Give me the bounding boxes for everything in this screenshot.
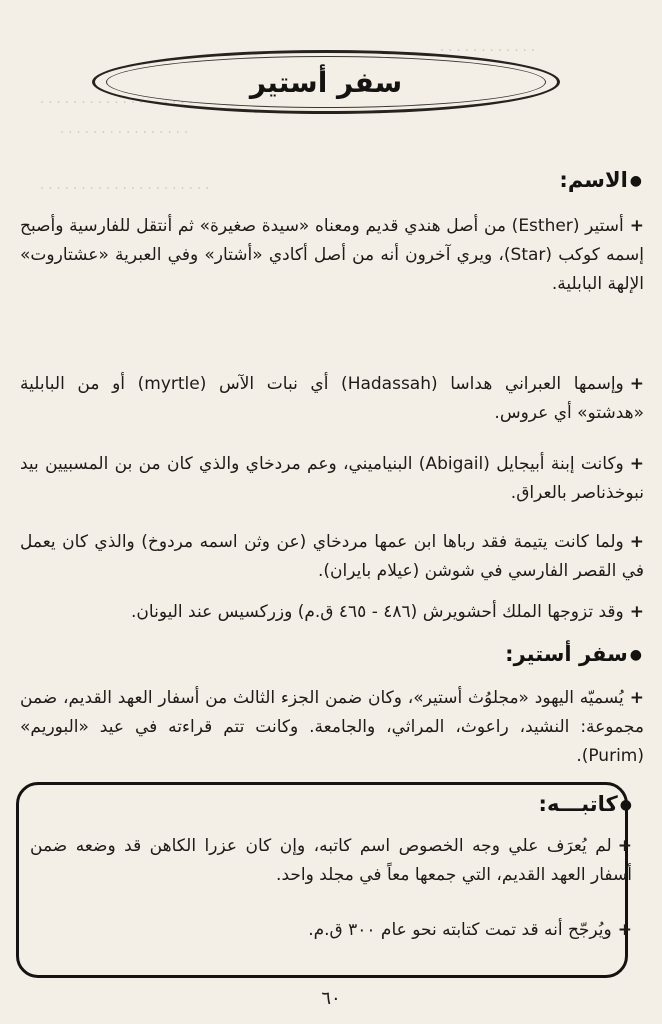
paragraph: +لم يُعرَف علي وجه الخصوص اسم كاتبه، وإن كان عزرا الكاهن قد وضعه ضمن أسفار العهد القديم، التي جمعها معاً في مجلد واحد. bbox=[30, 836, 632, 886]
page-title: سفر أستير bbox=[249, 65, 403, 99]
plus-bullet-icon: + bbox=[629, 374, 645, 394]
plus-bullet-icon: + bbox=[629, 688, 644, 708]
section-heading-book: ●سفر أستير: bbox=[505, 642, 642, 666]
paragraph: +وإسمها العبراني هداسا (Hadassah) أي نبات الآس (myrtle) أو من البابلية «هدشتو» أي عروس. bbox=[20, 374, 645, 424]
plus-bullet-icon: + bbox=[629, 602, 644, 622]
bullet-icon: ● bbox=[619, 797, 632, 813]
plus-bullet-icon: + bbox=[617, 836, 632, 856]
plus-bullet-icon: + bbox=[617, 920, 632, 940]
show-through-text: . . . . . . . . . . . . . . . . bbox=[60, 122, 189, 137]
paragraph: +أستير (Esther) من أصل هندي قديم ومعناه «سيدة صغيرة» ثم أنتقل للفارسية وأصبح إسمه كوكب (Star)، ويري آخرون أنه من أصل أكادي «أشتار» وفي العبرية «عشتاروت» الإلهة البابلية. bbox=[20, 216, 644, 295]
bullet-icon: ● bbox=[629, 647, 642, 663]
paragraph: +يُسميّه اليهود «مجلوُث أستير»، وكان ضمن الجزء الثالث من أسفار العهد القديم، ضمن مجموعة: النشيد، راعوث، المراثي، والجامعة. وكانت تتم قراءته في عيد «البوريم» (Purim). bbox=[20, 688, 644, 767]
plus-bullet-icon: + bbox=[629, 532, 644, 552]
bullet-icon: ● bbox=[629, 173, 642, 189]
show-through-text: . . . . . . . . . . . . bbox=[440, 40, 536, 55]
paragraph: +وكانت إبنة أبيجايل (Abigail) البنياميني، وعم مردخاي والذي كان من بن المسبيين بيد نبوخذناصر بالعراق. bbox=[20, 454, 644, 504]
paragraph: +ولما كانت يتيمة فقد رباها ابن عمها مردخاي (عن وثن اسمه مردوخ) والذي كان يعمل في القصر الفارسي في شوشن (عيلام بايران). bbox=[20, 532, 644, 582]
show-through-text: . . . . . . . . . . . . . . . . . . . bbox=[40, 92, 193, 107]
section-heading-author: ●كاتبـــه: bbox=[538, 792, 632, 816]
show-through-text: . . . . . . . . . . . . . . . . . . . . . bbox=[40, 178, 210, 193]
title-ornament bbox=[92, 50, 560, 114]
section-heading-name: ●الاسم: bbox=[559, 168, 642, 192]
plus-bullet-icon: + bbox=[629, 454, 644, 474]
page-number: ٦٠ bbox=[321, 988, 341, 1009]
plus-bullet-icon: + bbox=[629, 216, 644, 236]
paragraph: +ويُرجّح أنه قد تمت كتابته نحو عام ٣٠٠ ق.م. bbox=[308, 920, 632, 940]
paragraph: +وقد تزوجها الملك أحشويرش (٤٨٦ - ٤٦٥ ق.م) وزركسيس عند اليونان. bbox=[131, 602, 644, 622]
